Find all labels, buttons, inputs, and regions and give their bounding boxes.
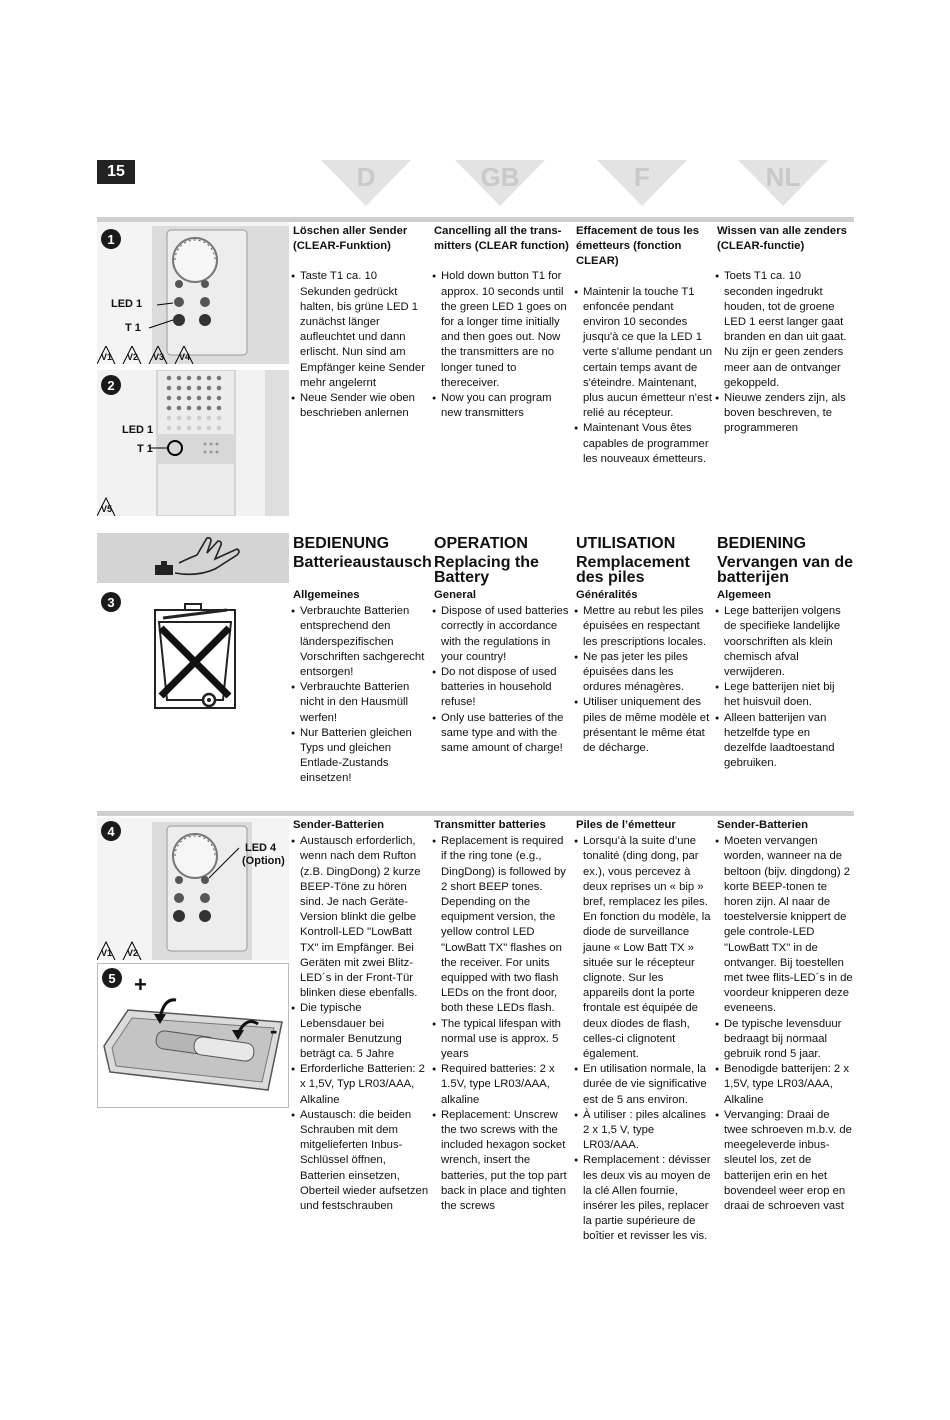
version-tag: V1 bbox=[101, 948, 113, 958]
version-tag: V1 bbox=[101, 352, 113, 362]
column-de bbox=[293, 818, 429, 1214]
led-label: LED 4 bbox=[245, 842, 277, 854]
list-item: ● Ne pas jeter les piles épuisées dans les ordures ménagères. bbox=[576, 650, 712, 696]
list-item: ● Moeten vervangen worden, wanneer na de beltoon (bijv. dingdong) 2 korte BEEP-tonen te horen zijn. Al naar de toestelversie knippert de gele controle-LED "LowBatt TX" in de ontvanger. Bij toestellen met twee flits-LED´s in de voordeur knipperen deze eveneens. bbox=[717, 834, 853, 1016]
list-item: ● Neue Sender wie oben beschrieben anlernen bbox=[293, 391, 429, 421]
list-item: ● Lege batterijen niet bij het huisvuil doen. bbox=[717, 680, 853, 710]
list-item: ● Dispose of used batteries correctly in accordance with the regulations in your country! bbox=[434, 604, 570, 665]
led-label: LED 1 bbox=[111, 298, 143, 310]
language-label: GB bbox=[480, 162, 520, 192]
list-item: ● Maintenir la touche T1 enfoncée pendant environ 10 secondes jusqu'à ce que la LED 1 verte s'allume pendant un certain temps avant de s'éteindre. Maintenant, plus aucun émetteur n'est relié au récepteur. bbox=[576, 285, 712, 422]
section-title-line: UTILISATION bbox=[576, 535, 676, 552]
language-header-gb bbox=[455, 160, 545, 206]
language-header-f bbox=[597, 160, 687, 206]
column-de bbox=[293, 224, 429, 421]
section-title-line: Replacing the Battery bbox=[434, 554, 539, 586]
list-item: ● Only use batteries of the same type and with the same amount of charge! bbox=[434, 711, 570, 757]
list-item: ● De typische levensduur bedraagt bij normaal gebruik rond 5 jaar. bbox=[717, 1017, 853, 1063]
figure-3 bbox=[97, 588, 289, 723]
list-item: ● Hold down button T1 for approx. 10 seconds until the green LED 1 goes on for a longer time initially and then goes out. Now the transmitters are no longer tuned to thereceiver. bbox=[434, 269, 570, 391]
list-item: ● Erforderliche Batterien: 2 x 1,5V, Typ LR03/AAA, Alkaline bbox=[293, 1062, 429, 1108]
section-title-fr bbox=[576, 535, 716, 585]
t-label: T 1 bbox=[137, 443, 153, 455]
hand-battery-icon bbox=[97, 533, 289, 583]
list-item: ● Mettre au rebut les piles épuisées en respectant les prescriptions locales. bbox=[576, 604, 712, 650]
figure-number-badge: 4 bbox=[101, 821, 121, 841]
list-item: ● Replacement is required if the ring tone (e.g., DingDong) is followed by 2 short BEEP tones. Depending on the equipment version, the yellow control LED "LowBatt TX" flashes on the receiver. For units equipped with two flash LEDs on the front door, both these LEDs flash. bbox=[434, 834, 570, 1016]
list-item: ● Austausch erforderlich, wenn nach dem Rufton (z.B. DingDong) 2 kurze BEEP-Töne zu hören sind. Je nach Geräte-Version blinkt die gelbe Kontroll-LED "LowBatt TX" im Empfänger. Bei Geräten mit zwei Blitz-LED´s in der Front-Tür blinken diese ebenfalls. bbox=[293, 834, 429, 1001]
section-title-line: Vervangen van de batterijen bbox=[717, 554, 854, 586]
column-heading: Algemeen bbox=[717, 589, 771, 601]
figure-number-badge: 5 bbox=[102, 968, 122, 988]
figure-1 bbox=[97, 222, 289, 364]
list-item: ● À utiliser : piles alcalines 2 x 1,5 V, type LR03/AAA. bbox=[576, 1108, 712, 1154]
list-item: ● Taste T1 ca. 10 Sekunden gedrückt halten, bis grüne LED 1 zunächst länger aufleuchtet und dann erlischt. Nun sind am Empfänger keine Sender mehr angelernt bbox=[293, 269, 429, 391]
section-title-line: OPERATION bbox=[434, 535, 528, 552]
column-heading: Allgemeines bbox=[293, 589, 360, 601]
figure-number-badge: 1 bbox=[101, 229, 121, 249]
column-gb bbox=[434, 588, 570, 756]
figure-2 bbox=[97, 370, 289, 516]
version-tag: V4 bbox=[179, 352, 191, 362]
section-divider bbox=[97, 811, 854, 816]
section-title-nl bbox=[717, 535, 857, 585]
receiver-grille-illustration bbox=[97, 370, 289, 516]
receiver-device-illustration bbox=[97, 818, 289, 960]
section-title-line: BEDIENING bbox=[717, 535, 806, 552]
column-fr bbox=[576, 588, 712, 756]
list-item: ● Lege batterijen volgens de specifieke landelijke voorschriften als klein chemisch afval verwijderen. bbox=[717, 604, 853, 680]
figure-5 bbox=[97, 963, 289, 1108]
column-heading: General bbox=[434, 589, 477, 601]
column-heading: Généralités bbox=[576, 589, 638, 601]
list-item: ● Verbrauchte Batterien nicht in den Hausmüll werfen! bbox=[293, 680, 429, 726]
column-nl bbox=[717, 588, 853, 771]
section-title-de bbox=[293, 535, 433, 570]
list-item: ● Verbrauchte Batterien entsprechend den länderspezifischen Vorschriften sachgerecht entsorgen! bbox=[293, 604, 429, 680]
battery-compartment-illustration bbox=[98, 964, 288, 1107]
list-item: ● Benodigde batterijen: 2 x 1,5V, type LR03/AAA, Alkaline bbox=[717, 1062, 853, 1108]
list-item: ● Die typische Lebensdauer bei normaler Benutzung beträgt ca. 5 Jahre bbox=[293, 1001, 429, 1062]
t-label: T 1 bbox=[125, 322, 141, 334]
section-title-line: Batterieaustausch bbox=[293, 554, 432, 571]
column-gb bbox=[434, 224, 570, 421]
led-label: LED 1 bbox=[122, 424, 154, 436]
language-label: F bbox=[634, 162, 650, 192]
version-tag: V5 bbox=[101, 504, 113, 514]
column-heading: Sender-Batterien bbox=[293, 819, 385, 831]
figure-number-badge: 2 bbox=[101, 375, 121, 395]
version-tag: V2 bbox=[127, 352, 139, 362]
operation-banner bbox=[97, 533, 289, 583]
column-heading: Sender-Batterien bbox=[717, 819, 809, 831]
page-number: 15 bbox=[97, 160, 135, 184]
list-item: ● Replacement: Unscrew the two screws with the included hexagon socket wrench, insert the batteries, put the top part back in place and tighten the screws bbox=[434, 1108, 570, 1214]
list-item: ● Vervanging: Draai de twee schroeven m.b.v. de meegeleverde inbus-sleutel los, zet de batterijen erin en het bovendeel weer erop en draai de schroeven vast bbox=[717, 1108, 853, 1214]
minus-symbol: - bbox=[270, 1018, 278, 1043]
column-heading: Piles de l’émetteur bbox=[576, 819, 676, 831]
receiver-device-illustration bbox=[97, 222, 289, 364]
column-de bbox=[293, 588, 429, 787]
list-item: ● Nur Batterien gleichen Typs und gleichen Entlade-Zustands einsetzen! bbox=[293, 726, 429, 787]
column-nl bbox=[717, 818, 853, 1214]
list-item: ● Utiliser uniquement des piles de même modèle et présentant le même état de décharge. bbox=[576, 695, 712, 756]
column-fr bbox=[576, 224, 712, 467]
column-heading: Wissen van alle zenders (CLEAR-functie) bbox=[717, 225, 847, 253]
list-item: ● Now you can program new transmitters bbox=[434, 391, 570, 421]
section-title-gb bbox=[434, 535, 554, 585]
version-tag: V2 bbox=[127, 948, 139, 958]
column-heading: Cancelling all the trans-mitters (CLEAR function) bbox=[434, 225, 569, 253]
column-gb bbox=[434, 818, 570, 1214]
list-item: ● Nieuwe zenders zijn, als boven beschreven, te programmeren bbox=[717, 391, 853, 437]
column-fr bbox=[576, 818, 712, 1245]
language-label: NL bbox=[765, 162, 801, 192]
language-header-nl bbox=[738, 160, 828, 206]
column-heading: Effacement de tous les émetteurs (fonction CLEAR) bbox=[576, 225, 700, 268]
language-header-de bbox=[321, 160, 411, 206]
list-item: ● The typical lifespan with normal use is approx. 5 years bbox=[434, 1017, 570, 1063]
column-heading: Transmitter batteries bbox=[434, 819, 546, 831]
column-nl bbox=[717, 224, 853, 437]
list-item: ● Required batteries: 2 x 1.5V, type LR03/AAA, alkaline bbox=[434, 1062, 570, 1108]
crossed-bin-icon bbox=[97, 588, 289, 723]
section-title-line: BEDIENUNG bbox=[293, 535, 390, 552]
figure-number-badge: 3 bbox=[101, 592, 121, 612]
column-heading: Löschen aller Sender (CLEAR-Funktion) bbox=[293, 225, 408, 253]
figure-4 bbox=[97, 818, 289, 960]
version-tag: V3 bbox=[153, 352, 165, 362]
list-item: ● Alleen batterijen van hetzelfde type en dezelfde laadtoestand gebruiken. bbox=[717, 711, 853, 772]
list-item: ● Austausch: die beiden Schrauben mit dem mitgelieferten Inbus-Schlüssel öffnen, Batterien einsetzen, Oberteil wieder aufsetzen und festschrauben bbox=[293, 1108, 429, 1214]
list-item: ● Lorsqu’à la suite d’une tonalité (ding dong, par ex.), vous percevez à deux reprises un « bip » bref, remplacez les piles. En fonction du modèle, la diode de surveillance jaune « Low Batt TX » située sur le récepteur clignote. Sur les appareils dont la porte frontale est équipée de deux diodes de flash, celles-ci clignotent également. bbox=[576, 834, 712, 1062]
plus-symbol: + bbox=[134, 972, 147, 997]
list-item: ● Remplacement : dévisser les deux vis au moyen de la clé Allen fournie, insérer les piles, replacer la partie supérieure de boîtier et revisser les vis. bbox=[576, 1153, 712, 1244]
list-item: ● Do not dispose of used batteries in household refuse! bbox=[434, 665, 570, 711]
list-item: ● En utilisation normale, la durée de vie significative est de 5 ans environ. bbox=[576, 1062, 712, 1108]
section-title-line: Remplacement des piles bbox=[576, 554, 690, 586]
language-label: D bbox=[356, 162, 376, 192]
list-item: ● Toets T1 ca. 10 seconden ingedrukt houden, tot de groene LED 1 eerst langer gaat branden en dan uit gaat. Nu zijn er geen zenders meer aan de ontvanger gekoppeld. bbox=[717, 269, 853, 391]
list-item: ● Maintenant Vous êtes capables de programmer les nouveaux émetteurs. bbox=[576, 421, 712, 467]
option-label: (Option) bbox=[242, 855, 285, 867]
